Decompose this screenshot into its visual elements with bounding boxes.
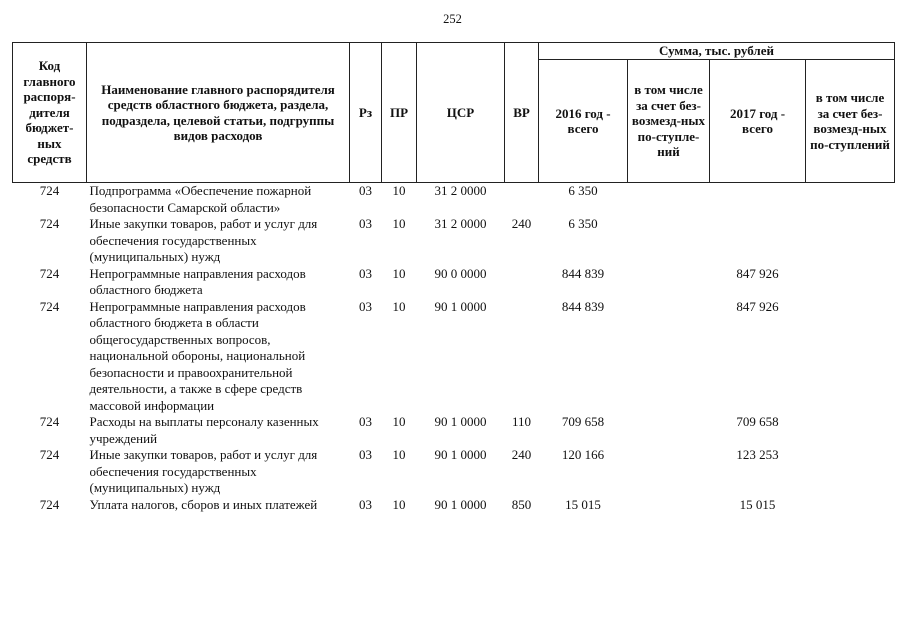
cell-pr: 10 — [392, 216, 406, 231]
page-number: 252 — [443, 12, 462, 26]
cell-2016-grants — [628, 447, 710, 497]
table-body — [13, 183, 895, 514]
cell-2017-total: 847 926 — [736, 298, 779, 314]
cell-code: 724 — [39, 183, 60, 198]
table-row — [13, 414, 895, 447]
cell-code: 724 — [39, 265, 60, 281]
cell-rz: 03 — [359, 298, 372, 314]
cell-pr: 10 — [392, 414, 406, 429]
cell-name: Подпрограмма «Обеспечение пожарной безопасности Самарской области» — [89, 183, 312, 215]
header-rz: Рз — [350, 43, 382, 183]
header-csr: ЦСР — [417, 43, 505, 183]
table-row — [13, 216, 895, 266]
cell-csr: 31 2 0000 — [434, 183, 487, 198]
cell-vr: 850 — [511, 496, 532, 512]
cell-vr — [505, 266, 539, 299]
cell-name: Непрограммные направления расходов областного бюджета в области общегосударственных вопросов, национальной обороны, национальной безопасности и правоохранительной деятельности, а также в сфере средств массовой информации — [89, 298, 306, 413]
cell-code: 724 — [39, 496, 60, 512]
cell-2016-grants — [628, 497, 710, 514]
cell-name: Уплата налогов, сборов и иных платежей — [89, 496, 318, 512]
cell-vr — [505, 183, 539, 217]
cell-vr — [505, 299, 539, 415]
header-vr: ВР — [505, 43, 539, 183]
cell-csr: 90 0 0000 — [434, 265, 487, 281]
cell-2016-grants — [628, 183, 710, 217]
table-row — [13, 266, 895, 299]
cell-vr: 240 — [511, 216, 532, 231]
cell-rz: 03 — [359, 183, 372, 198]
cell-rz: 03 — [359, 216, 372, 231]
header-sum: Сумма, тыс. рублей — [539, 43, 895, 60]
cell-2017-grants — [806, 414, 895, 447]
cell-pr: 10 — [392, 265, 406, 281]
header-code: Код главного распоря-дителя бюджет-ных средств — [13, 43, 87, 183]
cell-name: Непрограммные направления расходов областного бюджета — [89, 265, 306, 297]
cell-pr: 10 — [392, 496, 406, 512]
cell-2016-grants — [628, 299, 710, 415]
header-name: Наименование главного распорядителя средств областного бюджета, раздела, подраздела, целевой статьи, подгруппы видов расходов — [87, 43, 350, 183]
cell-2016-total: 15 015 — [565, 496, 601, 512]
cell-pr: 10 — [392, 447, 406, 462]
header-pr: ПР — [382, 43, 417, 183]
cell-2017-grants — [806, 216, 895, 266]
cell-2017-grants — [806, 299, 895, 415]
cell-2017-total: 709 658 — [736, 414, 779, 429]
cell-vr: 240 — [511, 447, 532, 462]
cell-rz: 03 — [359, 414, 372, 429]
cell-vr: 110 — [511, 414, 532, 429]
cell-2017-total: 15 015 — [739, 496, 776, 512]
cell-2017-grants — [806, 183, 895, 217]
table-row — [13, 497, 895, 514]
cell-2016-total: 6 350 — [568, 216, 598, 231]
cell-2016-total: 844 839 — [561, 298, 605, 314]
cell-2016-grants — [628, 266, 710, 299]
cell-csr: 90 1 0000 — [434, 414, 487, 429]
cell-2017-grants — [806, 447, 895, 497]
cell-name: Иные закупки товаров, работ и услуг для обеспечения государственных (муниципальных) нужд — [89, 216, 318, 264]
cell-code: 724 — [39, 298, 60, 314]
cell-2017-grants — [806, 497, 895, 514]
cell-2017-total: 123 253 — [736, 447, 779, 462]
cell-2016-total: 844 839 — [561, 265, 605, 281]
cell-rz: 03 — [359, 447, 372, 462]
table-row — [13, 183, 895, 217]
cell-2016-total: 709 658 — [561, 414, 605, 429]
cell-name: Расходы на выплаты персоналу казенных учреждений — [89, 414, 319, 446]
cell-2017-grants — [806, 266, 895, 299]
cell-csr: 31 2 0000 — [434, 216, 487, 231]
cell-2016-total: 120 166 — [561, 447, 605, 462]
cell-2017-total: 847 926 — [736, 265, 779, 281]
table-header — [13, 43, 895, 183]
cell-2016-grants — [628, 414, 710, 447]
cell-2017-total — [710, 216, 806, 266]
cell-code: 724 — [39, 447, 60, 462]
cell-2017-total — [710, 183, 806, 217]
cell-code: 724 — [39, 216, 60, 231]
cell-pr: 10 — [392, 298, 406, 314]
cell-code: 724 — [39, 414, 60, 429]
header-2016-total: 2016 год - всего — [539, 60, 628, 183]
cell-pr: 10 — [392, 183, 406, 198]
cell-csr: 90 1 0000 — [434, 496, 487, 512]
cell-name: Иные закупки товаров, работ и услуг для обеспечения государственных (муниципальных) нужд — [89, 447, 318, 495]
header-2017-total: 2017 год - всего — [710, 60, 806, 183]
cell-2016-grants — [628, 216, 710, 266]
header-2017-grants: в том числе за счет без-возмезд-ных по-ступлений — [806, 60, 895, 183]
cell-csr: 90 1 0000 — [434, 298, 487, 314]
header-2016-grants: в том числе за счет без-возмезд-ных по-ступле-ний — [628, 60, 710, 183]
cell-csr: 90 1 0000 — [434, 447, 487, 462]
cell-rz: 03 — [359, 265, 372, 281]
table-row — [13, 299, 895, 415]
cell-rz: 03 — [359, 496, 372, 512]
budget-table — [12, 42, 895, 513]
cell-2016-total: 6 350 — [568, 183, 598, 198]
table-row — [13, 447, 895, 497]
